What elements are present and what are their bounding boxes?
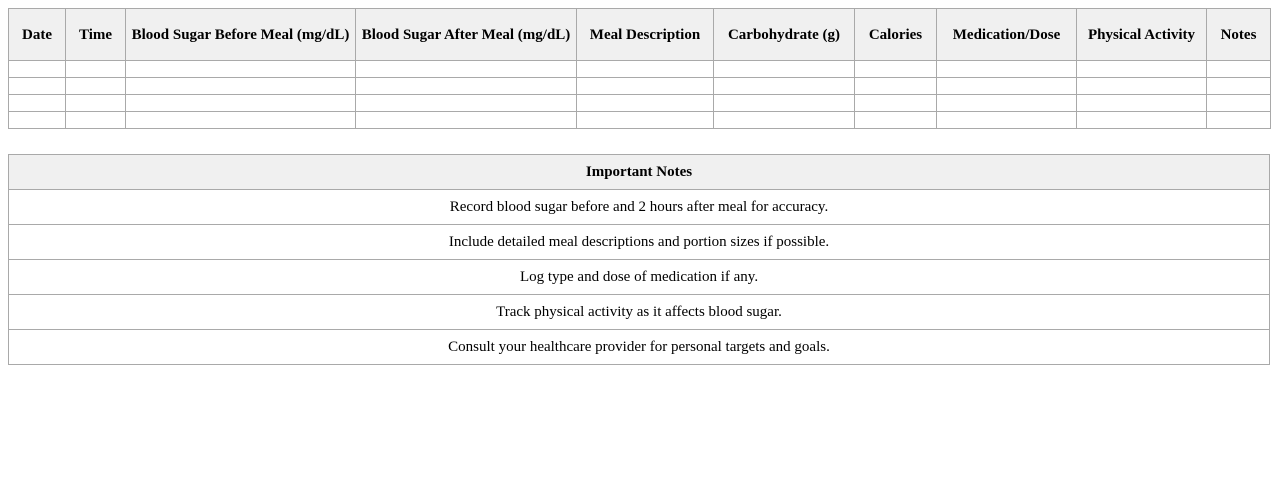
- header-date: Date: [9, 9, 66, 61]
- log-cell[interactable]: [1077, 112, 1207, 129]
- log-cell[interactable]: [126, 61, 356, 78]
- log-cell[interactable]: [66, 61, 126, 78]
- log-cell[interactable]: [937, 112, 1077, 129]
- log-cell[interactable]: [714, 112, 855, 129]
- log-cell[interactable]: [126, 112, 356, 129]
- log-cell[interactable]: [356, 61, 577, 78]
- log-cell[interactable]: [1077, 61, 1207, 78]
- header-blood-sugar-before: Blood Sugar Before Meal (mg/dL): [126, 9, 356, 61]
- log-cell[interactable]: [1077, 78, 1207, 95]
- note-row: [9, 190, 1270, 225]
- log-cell[interactable]: [714, 78, 855, 95]
- header-row: [9, 9, 1271, 61]
- log-cell[interactable]: [126, 78, 356, 95]
- note-text: Track physical activity as it affects blood sugar.: [9, 295, 1270, 330]
- note-row: [9, 260, 1270, 295]
- log-cell[interactable]: [937, 61, 1077, 78]
- log-cell[interactable]: [855, 95, 937, 112]
- log-cell[interactable]: [9, 78, 66, 95]
- log-row: [9, 112, 1271, 129]
- note-row: [9, 295, 1270, 330]
- log-row: [9, 95, 1271, 112]
- header-carbohydrate: Carbohydrate (g): [714, 9, 855, 61]
- log-cell[interactable]: [66, 95, 126, 112]
- log-cell[interactable]: [356, 78, 577, 95]
- log-cell[interactable]: [1207, 112, 1271, 129]
- log-cell[interactable]: [9, 61, 66, 78]
- log-cell[interactable]: [855, 61, 937, 78]
- header-notes: Notes: [1207, 9, 1271, 61]
- header-physical-activity: Physical Activity: [1077, 9, 1207, 61]
- notes-title: Important Notes: [9, 155, 1270, 190]
- note-text: Include detailed meal descriptions and portion sizes if possible.: [9, 225, 1270, 260]
- log-cell[interactable]: [1207, 95, 1271, 112]
- log-cell[interactable]: [66, 112, 126, 129]
- header-meal-description: Meal Description: [577, 9, 714, 61]
- header-medication-dose: Medication/Dose: [937, 9, 1077, 61]
- log-cell[interactable]: [1207, 78, 1271, 95]
- log-cell[interactable]: [577, 112, 714, 129]
- log-cell[interactable]: [714, 95, 855, 112]
- log-cell[interactable]: [577, 78, 714, 95]
- log-cell[interactable]: [126, 95, 356, 112]
- log-cell[interactable]: [937, 78, 1077, 95]
- notes-header-row: [9, 155, 1270, 190]
- log-cell[interactable]: [577, 95, 714, 112]
- log-row: [9, 61, 1271, 78]
- header-blood-sugar-after: Blood Sugar After Meal (mg/dL): [356, 9, 577, 61]
- log-cell[interactable]: [9, 112, 66, 129]
- blood-sugar-log-table: [8, 8, 1271, 129]
- note-row: [9, 225, 1270, 260]
- log-cell[interactable]: [714, 61, 855, 78]
- log-cell[interactable]: [356, 112, 577, 129]
- note-text: Consult your healthcare provider for personal targets and goals.: [9, 330, 1270, 365]
- log-body: [9, 61, 1271, 129]
- log-cell[interactable]: [577, 61, 714, 78]
- log-cell[interactable]: [937, 95, 1077, 112]
- log-row: [9, 78, 1271, 95]
- log-cell[interactable]: [855, 112, 937, 129]
- header-time: Time: [66, 9, 126, 61]
- important-notes-table: [8, 154, 1270, 365]
- log-cell[interactable]: [1207, 61, 1271, 78]
- header-calories: Calories: [855, 9, 937, 61]
- log-cell[interactable]: [9, 95, 66, 112]
- log-cell[interactable]: [1077, 95, 1207, 112]
- log-cell[interactable]: [356, 95, 577, 112]
- log-cell[interactable]: [66, 78, 126, 95]
- log-cell[interactable]: [855, 78, 937, 95]
- note-text: Record blood sugar before and 2 hours after meal for accuracy.: [9, 190, 1270, 225]
- note-row: [9, 330, 1270, 365]
- note-text: Log type and dose of medication if any.: [9, 260, 1270, 295]
